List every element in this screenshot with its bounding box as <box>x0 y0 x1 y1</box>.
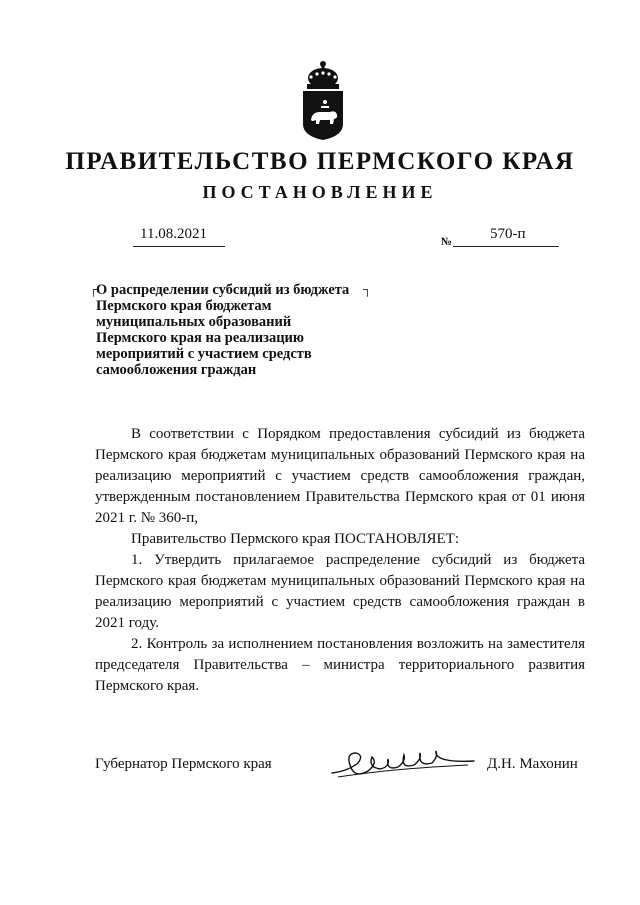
subject-corner-right: ┐ <box>363 282 372 296</box>
document-date: 11.08.2021 <box>140 226 207 242</box>
date-underline <box>133 246 225 247</box>
government-title: ПРАВИТЕЛЬСТВО ПЕРМСКОГО КРАЯ <box>65 148 575 175</box>
subject-corner-left: ┌ <box>89 282 98 296</box>
body-paragraph: Правительство Пермского края ПОСТАНОВЛЯЕТ: <box>131 531 460 547</box>
number-underline <box>453 246 559 247</box>
handwritten-signature <box>328 745 478 785</box>
signatory-name: Д.Н. Махонин <box>487 756 578 772</box>
body-paragraph: В соответствии с Порядком предоставления субсидий из бюджета Пермского края бюджетам муниципальных образований Пермского края на реализацию мероприятий с участием средств самообложения граждан, утвержденным постановлением Правительства Пермского края от 01 июня 2021 г. № 360-п, <box>95 426 585 526</box>
signatory-role: Губернатор Пермского края <box>95 756 272 772</box>
document-body <box>95 424 585 697</box>
body-paragraph: 2. Контроль за исполнением постановления возложить на заместителя председателя Правительства – министра территориального развития Пермского края. <box>95 636 585 694</box>
number-sign: № <box>441 236 453 248</box>
body-paragraph: 1. Утвердить прилагаемое распределение субсидий из бюджета Пермского края бюджетам муниципальных образований Пермского края на реализацию мероприятий с участием средств самообложения граждан в 2021 году. <box>95 552 585 631</box>
document-subject: О распределении субсидий из бюджета Пермского края бюджетам муниципальных образований Пермского края на реализацию мероприятий с участием средств самообложения граждан <box>96 282 350 378</box>
document-number: 570-п <box>490 226 526 242</box>
coat-of-arms-icon <box>296 60 350 142</box>
document-type: ПОСТАНОВЛЕНИЕ <box>202 182 438 202</box>
